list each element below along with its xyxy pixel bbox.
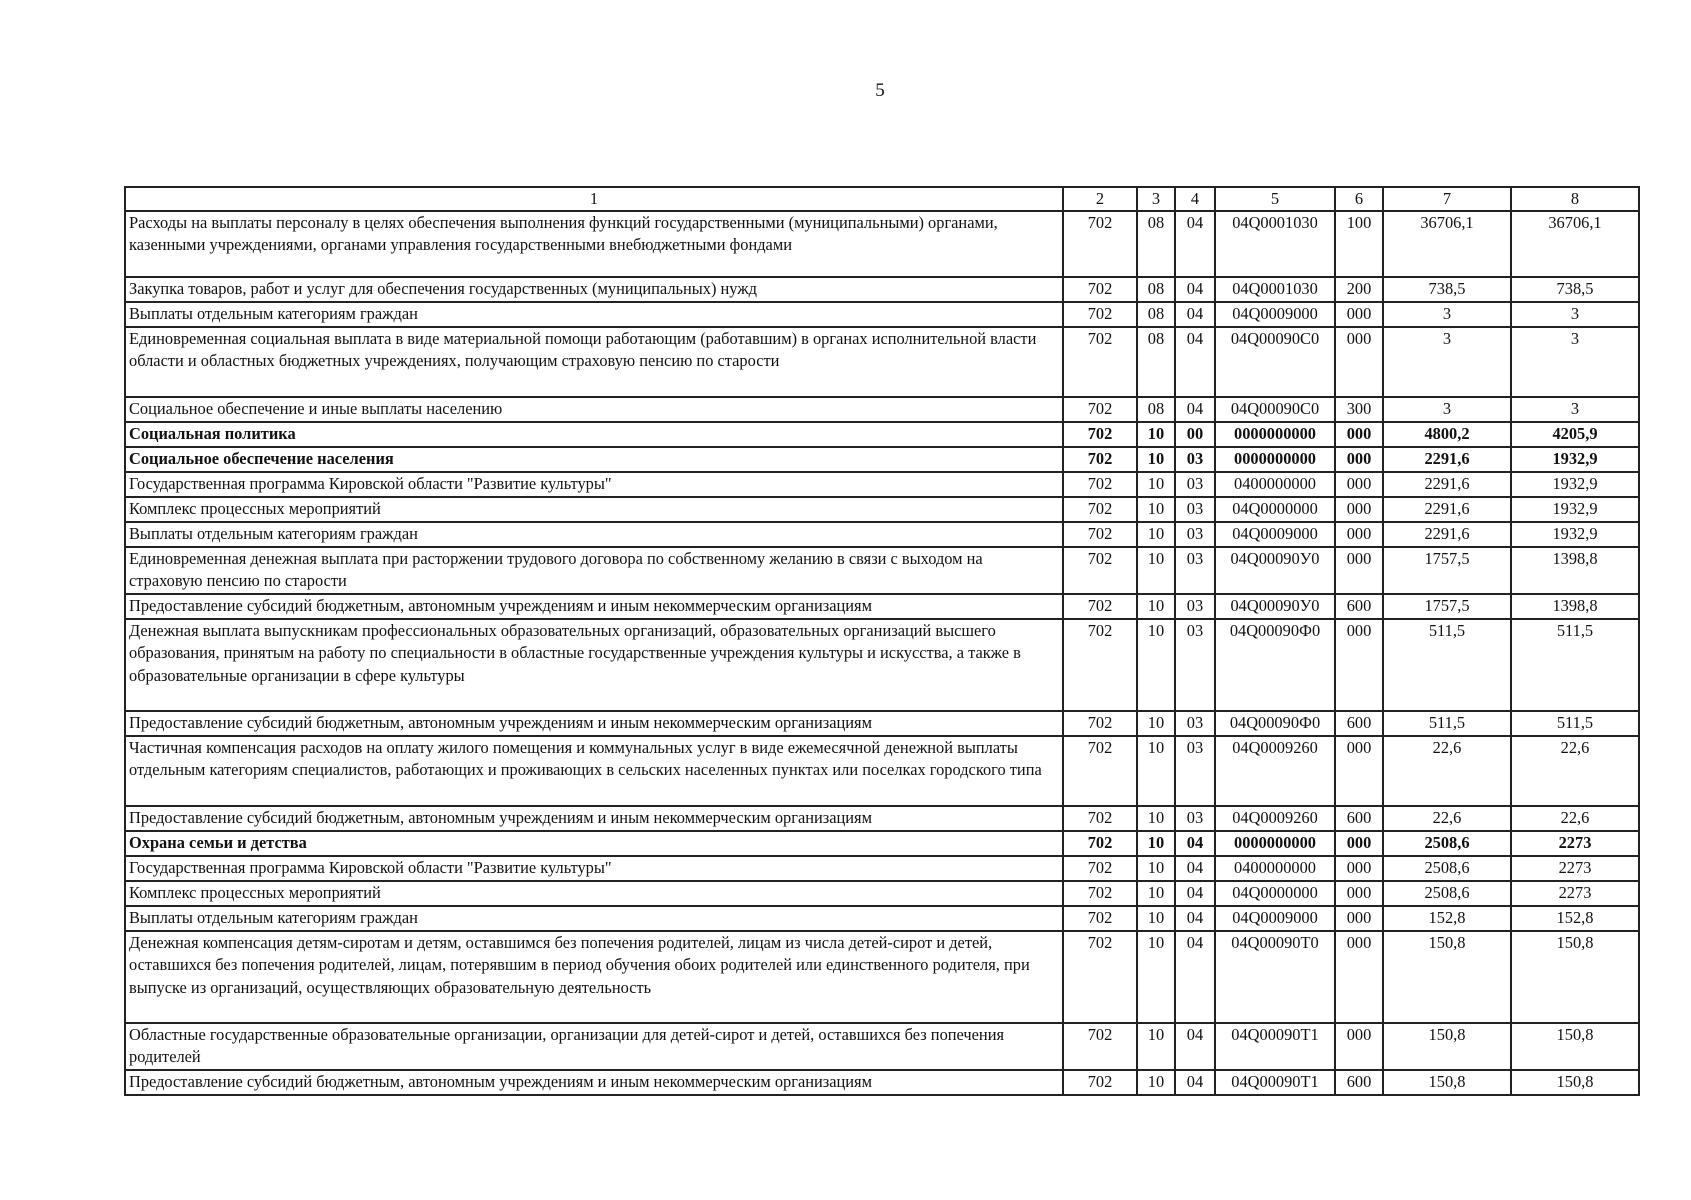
row-name-cell: Денежная выплата выпускникам профессиональных образовательных организаций, образовательных организаций высшего образования, принятым на работу по специальности в областные государственные учреждения культуры и искусства, а также в образовательные организации в сфере культуры: [125, 619, 1063, 711]
row-name-cell: Единовременная социальная выплата в виде материальной помощи работающим (работавшим) в органах исполнительной власти области и областных бюджетных учреждениях, получающим страховую пенсию по старости: [125, 327, 1063, 397]
row-expense-type-cell: 600: [1335, 711, 1383, 736]
row-target-article-cell: 04Q0000000: [1215, 881, 1335, 906]
row-name-cell: Государственная программа Кировской области "Развитие культуры": [125, 472, 1063, 497]
row-amount-cell: 150,8: [1511, 1070, 1639, 1095]
row-target-article-cell: 04Q00090У0: [1215, 594, 1335, 619]
row-subsection-cell: 03: [1175, 736, 1215, 806]
row-name-cell: Комплекс процессных мероприятий: [125, 881, 1063, 906]
row-section-cell: 10: [1137, 881, 1175, 906]
row-subsection-cell: 03: [1175, 447, 1215, 472]
row-amount-cell: 22,6: [1511, 736, 1639, 806]
row-expense-type-cell: 000: [1335, 302, 1383, 327]
table-row: [125, 422, 1639, 447]
row-amount-cell: 150,8: [1383, 1070, 1511, 1095]
row-section-cell: 10: [1137, 497, 1175, 522]
row-name-cell: Социальное обеспечение и иные выплаты населению: [125, 397, 1063, 422]
budget-table: [124, 186, 1640, 1096]
row-amount-cell: 511,5: [1511, 711, 1639, 736]
row-code-cell: 702: [1063, 211, 1137, 277]
row-subsection-cell: 03: [1175, 497, 1215, 522]
row-section-cell: 10: [1137, 447, 1175, 472]
row-expense-type-cell: 000: [1335, 906, 1383, 931]
row-target-article-cell: 0400000000: [1215, 472, 1335, 497]
row-section-cell: 10: [1137, 1070, 1175, 1095]
row-name-cell: Предоставление субсидий бюджетным, автономным учреждениям и иным некоммерческим организациям: [125, 711, 1063, 736]
row-name-cell: Государственная программа Кировской области "Развитие культуры": [125, 856, 1063, 881]
row-target-article-cell: 04Q0009260: [1215, 806, 1335, 831]
table-row: [125, 856, 1639, 881]
row-expense-type-cell: 000: [1335, 856, 1383, 881]
row-target-article-cell: 04Q0009000: [1215, 302, 1335, 327]
row-section-cell: 10: [1137, 856, 1175, 881]
row-target-article-cell: 04Q00090Т0: [1215, 931, 1335, 1023]
row-amount-cell: 3: [1383, 397, 1511, 422]
row-amount-cell: 1932,9: [1511, 472, 1639, 497]
row-amount-cell: 36706,1: [1511, 211, 1639, 277]
row-target-article-cell: 04Q00090C0: [1215, 397, 1335, 422]
table-row: [125, 906, 1639, 931]
row-amount-cell: 738,5: [1511, 277, 1639, 302]
column-header: 5: [1215, 187, 1335, 211]
table-row: [125, 277, 1639, 302]
row-target-article-cell: 04Q00090Ф0: [1215, 711, 1335, 736]
row-expense-type-cell: 000: [1335, 497, 1383, 522]
table-row: [125, 497, 1639, 522]
row-expense-type-cell: 600: [1335, 806, 1383, 831]
row-amount-cell: 1932,9: [1511, 447, 1639, 472]
row-subsection-cell: 03: [1175, 806, 1215, 831]
row-target-article-cell: 04Q0009000: [1215, 906, 1335, 931]
row-code-cell: 702: [1063, 277, 1137, 302]
column-header: 4: [1175, 187, 1215, 211]
row-section-cell: 10: [1137, 1023, 1175, 1070]
table-row: [125, 619, 1639, 711]
row-code-cell: 702: [1063, 881, 1137, 906]
row-name-cell: Предоставление субсидий бюджетным, автономным учреждениям и иным некоммерческим организациям: [125, 594, 1063, 619]
row-amount-cell: 3: [1383, 302, 1511, 327]
row-amount-cell: 4800,2: [1383, 422, 1511, 447]
row-amount-cell: 36706,1: [1383, 211, 1511, 277]
row-amount-cell: 1932,9: [1511, 522, 1639, 547]
page-number: 5: [875, 80, 885, 101]
row-amount-cell: 22,6: [1383, 806, 1511, 831]
table-row: [125, 711, 1639, 736]
row-amount-cell: 1757,5: [1383, 594, 1511, 619]
row-expense-type-cell: 000: [1335, 547, 1383, 594]
table-body: [125, 211, 1639, 1095]
column-header: 2: [1063, 187, 1137, 211]
row-amount-cell: 2273: [1511, 856, 1639, 881]
row-amount-cell: 3: [1511, 397, 1639, 422]
row-amount-cell: 150,8: [1383, 931, 1511, 1023]
row-expense-type-cell: 000: [1335, 736, 1383, 806]
row-section-cell: 10: [1137, 931, 1175, 1023]
row-name-cell: Областные государственные образовательные организации, организации для детей-сирот и детей, оставшихся без попечения родителей: [125, 1023, 1063, 1070]
table-row: [125, 736, 1639, 806]
table-row: [125, 302, 1639, 327]
row-expense-type-cell: 000: [1335, 327, 1383, 397]
row-expense-type-cell: 000: [1335, 1023, 1383, 1070]
row-amount-cell: 1757,5: [1383, 547, 1511, 594]
row-subsection-cell: 03: [1175, 547, 1215, 594]
row-target-article-cell: 04Q0009260: [1215, 736, 1335, 806]
row-code-cell: 702: [1063, 831, 1137, 856]
row-expense-type-cell: 200: [1335, 277, 1383, 302]
row-amount-cell: 152,8: [1383, 906, 1511, 931]
row-subsection-cell: 04: [1175, 931, 1215, 1023]
table-row: [125, 1023, 1639, 1070]
row-code-cell: 702: [1063, 497, 1137, 522]
row-subsection-cell: 04: [1175, 1070, 1215, 1095]
row-target-article-cell: 04Q0001030: [1215, 277, 1335, 302]
row-code-cell: 702: [1063, 619, 1137, 711]
row-section-cell: 08: [1137, 211, 1175, 277]
row-name-cell: Выплаты отдельным категориям граждан: [125, 522, 1063, 547]
row-subsection-cell: 00: [1175, 422, 1215, 447]
row-name-cell: Выплаты отдельным категориям граждан: [125, 906, 1063, 931]
row-section-cell: 10: [1137, 422, 1175, 447]
column-header: 1: [125, 187, 1063, 211]
row-section-cell: 08: [1137, 302, 1175, 327]
row-target-article-cell: 0000000000: [1215, 831, 1335, 856]
row-expense-type-cell: 600: [1335, 1070, 1383, 1095]
row-amount-cell: 1932,9: [1511, 497, 1639, 522]
row-section-cell: 10: [1137, 806, 1175, 831]
row-subsection-cell: 03: [1175, 594, 1215, 619]
row-section-cell: 10: [1137, 619, 1175, 711]
row-section-cell: 10: [1137, 831, 1175, 856]
row-code-cell: 702: [1063, 302, 1137, 327]
row-name-cell: Социальное обеспечение населения: [125, 447, 1063, 472]
row-expense-type-cell: 000: [1335, 881, 1383, 906]
table-row: [125, 472, 1639, 497]
row-amount-cell: 2291,6: [1383, 472, 1511, 497]
row-amount-cell: 22,6: [1383, 736, 1511, 806]
row-code-cell: 702: [1063, 906, 1137, 931]
row-code-cell: 702: [1063, 422, 1137, 447]
row-target-article-cell: 04Q00090Ф0: [1215, 619, 1335, 711]
row-name-cell: Комплекс процессных мероприятий: [125, 497, 1063, 522]
row-subsection-cell: 04: [1175, 397, 1215, 422]
row-expense-type-cell: 000: [1335, 422, 1383, 447]
row-target-article-cell: 0000000000: [1215, 422, 1335, 447]
row-target-article-cell: 04Q00090Т1: [1215, 1023, 1335, 1070]
row-code-cell: 702: [1063, 594, 1137, 619]
row-subsection-cell: 04: [1175, 327, 1215, 397]
row-section-cell: 10: [1137, 522, 1175, 547]
row-name-cell: Частичная компенсация расходов на оплату жилого помещения и коммунальных услуг в виде ежемесячной денежной выплаты отдельным категориям специалистов, работающих и проживающих в сельских населенных пунктах или поселках городского типа: [125, 736, 1063, 806]
row-subsection-cell: 04: [1175, 1023, 1215, 1070]
row-section-cell: 10: [1137, 472, 1175, 497]
row-amount-cell: 2508,6: [1383, 831, 1511, 856]
row-section-cell: 08: [1137, 277, 1175, 302]
row-name-cell: Денежная компенсация детям-сиротам и детям, оставшимся без попечения родителей, лицам из числа детей-сирот и детей, оставшихся без попечения родителей, лицам, потерявшим в период обучения обоих родителей или единственного родителя, при выпуске из организаций, осуществляющих образовательную деятельность: [125, 931, 1063, 1023]
row-expense-type-cell: 000: [1335, 447, 1383, 472]
row-code-cell: 702: [1063, 806, 1137, 831]
row-code-cell: 702: [1063, 522, 1137, 547]
row-target-article-cell: 04Q00090Т1: [1215, 1070, 1335, 1095]
row-code-cell: 702: [1063, 397, 1137, 422]
table-row: [125, 931, 1639, 1023]
row-code-cell: 702: [1063, 1070, 1137, 1095]
row-expense-type-cell: 000: [1335, 619, 1383, 711]
row-section-cell: 10: [1137, 711, 1175, 736]
row-amount-cell: 150,8: [1511, 1023, 1639, 1070]
row-amount-cell: 3: [1511, 327, 1639, 397]
row-target-article-cell: 0400000000: [1215, 856, 1335, 881]
row-target-article-cell: 04Q0000000: [1215, 497, 1335, 522]
column-header: 6: [1335, 187, 1383, 211]
table-row: [125, 397, 1639, 422]
row-section-cell: 08: [1137, 327, 1175, 397]
row-amount-cell: 4205,9: [1511, 422, 1639, 447]
row-code-cell: 702: [1063, 1023, 1137, 1070]
table-row: [125, 522, 1639, 547]
row-amount-cell: 2273: [1511, 831, 1639, 856]
row-subsection-cell: 03: [1175, 522, 1215, 547]
row-code-cell: 702: [1063, 736, 1137, 806]
row-expense-type-cell: 100: [1335, 211, 1383, 277]
row-subsection-cell: 04: [1175, 211, 1215, 277]
row-amount-cell: 22,6: [1511, 806, 1639, 831]
column-header: 3: [1137, 187, 1175, 211]
row-target-article-cell: 04Q00090C0: [1215, 327, 1335, 397]
column-header: 7: [1383, 187, 1511, 211]
table-row: [125, 447, 1639, 472]
table-row: [125, 594, 1639, 619]
row-expense-type-cell: 000: [1335, 522, 1383, 547]
row-subsection-cell: 04: [1175, 906, 1215, 931]
row-code-cell: 702: [1063, 856, 1137, 881]
row-section-cell: 08: [1137, 397, 1175, 422]
row-subsection-cell: 03: [1175, 472, 1215, 497]
table-row: [125, 547, 1639, 594]
row-name-cell: Предоставление субсидий бюджетным, автономным учреждениям и иным некоммерческим организациям: [125, 806, 1063, 831]
row-name-cell: Социальная политика: [125, 422, 1063, 447]
row-amount-cell: 1398,8: [1511, 594, 1639, 619]
row-subsection-cell: 04: [1175, 277, 1215, 302]
row-amount-cell: 511,5: [1511, 619, 1639, 711]
table-row: [125, 1070, 1639, 1095]
row-expense-type-cell: 600: [1335, 594, 1383, 619]
row-amount-cell: 2291,6: [1383, 447, 1511, 472]
row-amount-cell: 738,5: [1383, 277, 1511, 302]
table-row: [125, 831, 1639, 856]
row-amount-cell: 2273: [1511, 881, 1639, 906]
row-subsection-cell: 04: [1175, 856, 1215, 881]
row-code-cell: 702: [1063, 931, 1137, 1023]
row-amount-cell: 3: [1511, 302, 1639, 327]
row-code-cell: 702: [1063, 472, 1137, 497]
row-section-cell: 10: [1137, 736, 1175, 806]
row-code-cell: 702: [1063, 711, 1137, 736]
row-amount-cell: 1398,8: [1511, 547, 1639, 594]
table-header-row: [125, 187, 1639, 211]
row-name-cell: Выплаты отдельным категориям граждан: [125, 302, 1063, 327]
row-amount-cell: 2508,6: [1383, 856, 1511, 881]
row-section-cell: 10: [1137, 906, 1175, 931]
row-amount-cell: 2291,6: [1383, 497, 1511, 522]
row-target-article-cell: 04Q0001030: [1215, 211, 1335, 277]
row-expense-type-cell: 000: [1335, 931, 1383, 1023]
row-subsection-cell: 03: [1175, 619, 1215, 711]
row-subsection-cell: 04: [1175, 881, 1215, 906]
row-name-cell: Охрана семьи и детства: [125, 831, 1063, 856]
row-expense-type-cell: 000: [1335, 831, 1383, 856]
row-subsection-cell: 04: [1175, 831, 1215, 856]
table-row: [125, 881, 1639, 906]
row-amount-cell: 511,5: [1383, 711, 1511, 736]
row-name-cell: Предоставление субсидий бюджетным, автономным учреждениям и иным некоммерческим организациям: [125, 1070, 1063, 1095]
row-expense-type-cell: 300: [1335, 397, 1383, 422]
table-row: [125, 211, 1639, 277]
row-amount-cell: 511,5: [1383, 619, 1511, 711]
table-row: [125, 327, 1639, 397]
row-expense-type-cell: 000: [1335, 472, 1383, 497]
row-section-cell: 10: [1137, 547, 1175, 594]
column-header: 8: [1511, 187, 1639, 211]
row-name-cell: Закупка товаров, работ и услуг для обеспечения государственных (муниципальных) нужд: [125, 277, 1063, 302]
row-target-article-cell: 04Q00090У0: [1215, 547, 1335, 594]
row-amount-cell: 150,8: [1383, 1023, 1511, 1070]
row-target-article-cell: 0000000000: [1215, 447, 1335, 472]
row-target-article-cell: 04Q0009000: [1215, 522, 1335, 547]
row-subsection-cell: 03: [1175, 711, 1215, 736]
row-amount-cell: 150,8: [1511, 931, 1639, 1023]
row-amount-cell: 2508,6: [1383, 881, 1511, 906]
row-amount-cell: 2291,6: [1383, 522, 1511, 547]
row-amount-cell: 3: [1383, 327, 1511, 397]
row-code-cell: 702: [1063, 327, 1137, 397]
row-code-cell: 702: [1063, 447, 1137, 472]
table-row: [125, 806, 1639, 831]
row-subsection-cell: 04: [1175, 302, 1215, 327]
row-name-cell: Единовременная денежная выплата при расторжении трудового договора по собственному желанию в связи с выходом на страховую пенсию по старости: [125, 547, 1063, 594]
row-name-cell: Расходы на выплаты персоналу в целях обеспечения выполнения функций государственными (муниципальными) органами, казенными учреждениями, органами управления государственными внебюджетными фондами: [125, 211, 1063, 277]
row-section-cell: 10: [1137, 594, 1175, 619]
row-code-cell: 702: [1063, 547, 1137, 594]
row-amount-cell: 152,8: [1511, 906, 1639, 931]
